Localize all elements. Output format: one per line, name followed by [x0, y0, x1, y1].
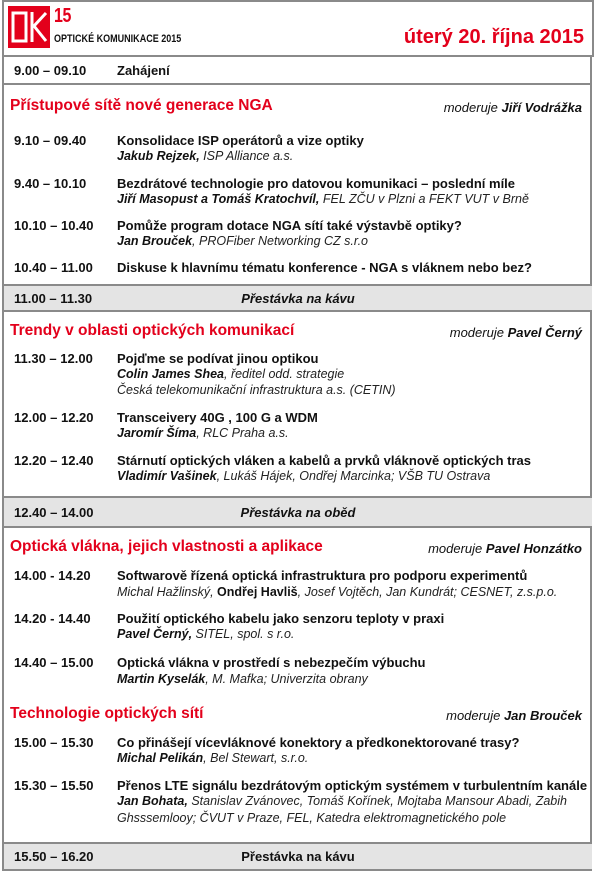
talk-title: Použití optického kabelu jako senzoru teploty v praxi: [117, 611, 445, 626]
section-2: [4, 312, 592, 498]
section-moderator: moderuje Jiří Vodrážka: [443, 100, 582, 115]
break-time: 11.00 – 11.30: [14, 291, 93, 306]
talk-title: Optická vlákna v prostředí s nebezpečím výbuchu: [117, 655, 426, 670]
talk-title: Konsolidace ISP operátorů a vize optiky: [117, 133, 364, 148]
talk-title: Přenos LTE signálu bezdrátovým optickým systémem v turbulentním kanále: [117, 778, 588, 793]
talk-title: Pomůže program dotace NGA sítí také výstavbě optiky?: [117, 218, 462, 233]
talk-speaker: Vladimír Vašinek, Lukáš Hájek, Ondřej Marcinka; VŠB TU Ostrava: [117, 469, 491, 483]
opening-row: [4, 57, 592, 85]
break-row: [4, 844, 592, 871]
section-moderator: moderuje Pavel Černý: [449, 325, 582, 340]
talk-title: Pojďme se podívat jinou optikou: [117, 351, 319, 366]
talk-time: 9.10 – 09.40: [14, 133, 87, 148]
talk-time: 14.00 - 14.20: [14, 568, 91, 583]
break-label: Přestávka na oběd: [240, 505, 356, 520]
talk-time: 11.30 – 12.00: [14, 351, 93, 366]
talk-speaker: Jan Bohata, Stanislav Zvánovec, Tomáš Kořínek, Mojtaba Mansour Abadi, Zabih: [117, 794, 567, 808]
break-time: 15.50 – 16.20: [14, 849, 94, 864]
section-moderator: moderuje Pavel Honzátko: [428, 541, 582, 556]
talk-time: 10.40 – 11.00: [14, 260, 93, 275]
break-time: 12.40 – 14.00: [14, 505, 94, 520]
logo-text: OPTICKÉ KOMUNIKACE 2015: [54, 33, 182, 45]
sections-3-4: [4, 528, 592, 844]
talk-time: 12.00 – 12.20: [14, 410, 94, 425]
section-title: Přístupové sítě nové generace NGA: [10, 97, 273, 114]
section-1: [4, 85, 592, 286]
talk-affiliation: Česká telekomunikační infrastruktura a.s. (CETIN): [117, 383, 396, 397]
section-title: Trendy v oblasti optických komunikací: [10, 322, 295, 339]
opening-title: Zahájení: [117, 63, 170, 78]
talk-title: Co přinášejí vícevláknové konektory a předkonektorované trasy?: [117, 735, 520, 750]
talk-speaker: Jakub Rejzek, ISP Alliance a.s.: [117, 149, 294, 163]
section-title: Optická vlákna, jejich vlastnosti a aplikace: [10, 538, 323, 555]
break-label: Přestávka na kávu: [241, 849, 355, 864]
talk-speaker: Jaromír Šíma, RLC Praha a.s.: [117, 426, 289, 440]
talk-title: Stárnutí optických vláken a kabelů a prvků vláknově optických tras: [117, 453, 531, 468]
section-moderator: moderuje Jan Brouček: [446, 708, 582, 723]
talk-affiliation: Ghsssemlooy; ČVUT v Praze, FEL, Katedra elektromagnetického pole: [117, 811, 507, 825]
talk-speaker: Jan Brouček, PROFiber Networking CZ s.r.o: [117, 234, 368, 248]
talk-speaker: Pavel Černý, SITEL, spol. s r.o.: [117, 627, 295, 641]
talk-time: 15.00 – 15.30: [14, 735, 94, 750]
talk-title: Transceivery 40G , 100 G a WDM: [117, 410, 318, 425]
talk-time: 14.20 - 14.40: [14, 611, 91, 626]
talk-title: Bezdrátové technologie pro datovou komunikaci – poslední míle: [117, 176, 516, 191]
event-date: úterý 20. října 2015: [403, 26, 584, 48]
talk-title: Softwarově řízená optická infrastruktura pro podporu experimentů: [117, 568, 528, 583]
break-row: [4, 498, 592, 528]
talk-title: Diskuse k hlavnímu tématu konference - NGA s vláknem nebo bez?: [117, 260, 532, 275]
program-header: [2, 0, 594, 57]
talk-time: 10.10 – 10.40: [14, 218, 94, 233]
logo-number: 15: [54, 5, 71, 27]
break-row: [4, 286, 592, 312]
ok-logo-icon: [8, 6, 50, 48]
talk-speaker: Michal Pelikán, Bel Stewart, s.r.o.: [117, 751, 309, 765]
talk-time: 9.40 – 10.10: [14, 176, 87, 191]
break-label: Přestávka na kávu: [241, 291, 355, 306]
talk-time: 15.30 – 15.50: [14, 778, 94, 793]
talk-speaker: Michal Hažlinský, Ondřej Havliš, Josef Vojtěch, Jan Kundrát; CESNET, z.s.p.o.: [117, 585, 558, 599]
talk-time: 12.20 – 12.40: [14, 453, 94, 468]
talk-time: 14.40 – 15.00: [14, 655, 94, 670]
talk-speaker: Colin James Shea, ředitel odd. strategie: [117, 367, 345, 381]
section-title: Technologie optických sítí: [10, 705, 204, 722]
opening-time: 9.00 – 09.10: [14, 63, 87, 78]
talk-speaker: Martin Kyselák, M. Mafka; Univerzita obrany: [117, 672, 368, 686]
talk-speaker: Jiří Masopust a Tomáš Kratochvíl, FEL ZČU v Plzni a FEKT VUT v Brně: [117, 192, 529, 206]
